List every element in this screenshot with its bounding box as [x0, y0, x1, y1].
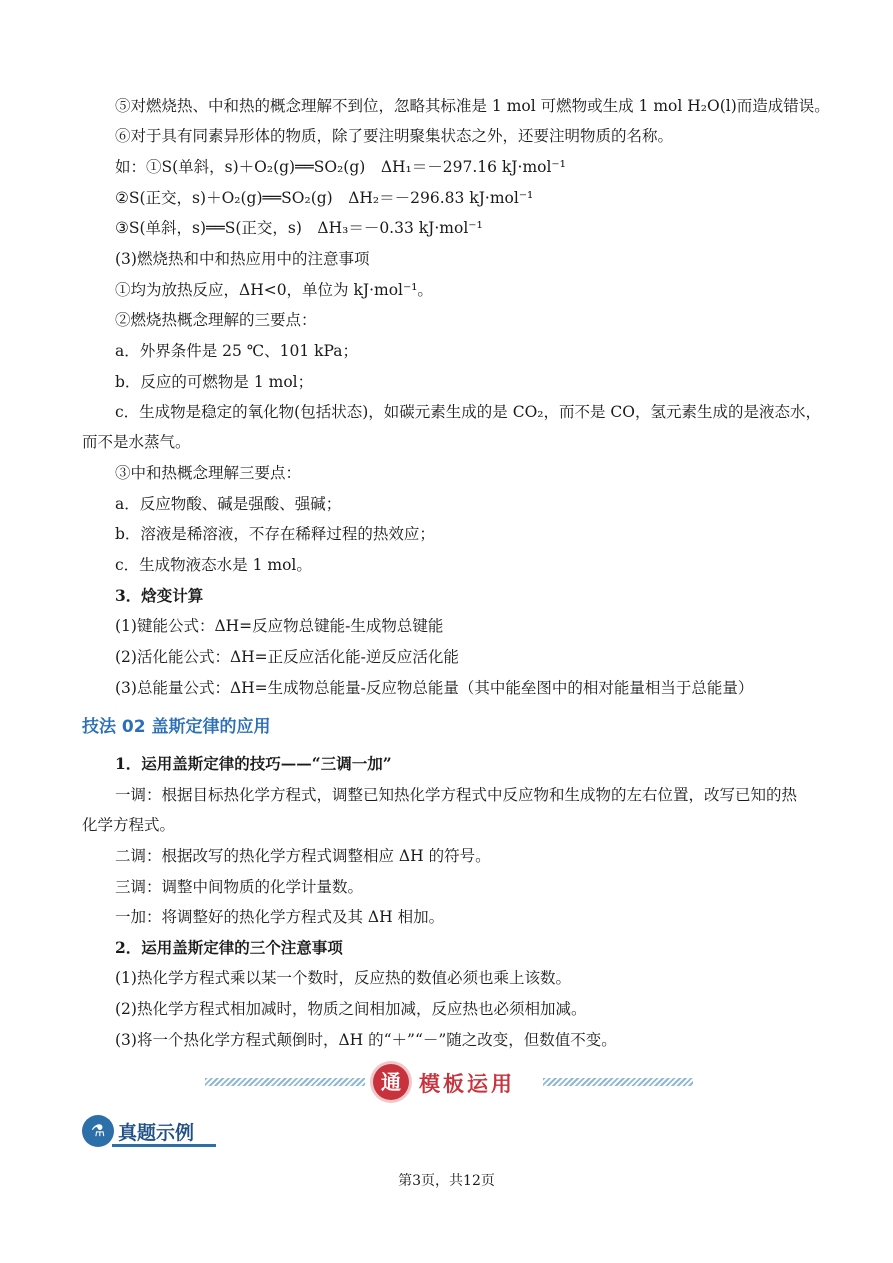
text-line: 三调：调整中间物质的化学计量数。: [115, 878, 364, 896]
text-line: b．反应的可燃物是 1 mol；: [115, 373, 314, 391]
text-line: (2)热化学方程式相加减时，物质之间相加减，反应热也必须相加减。: [115, 1000, 587, 1018]
flask-icon: ⚗: [82, 1115, 114, 1147]
text-line: c．生成物是稳定的氧化物(包括状态)，如碳元素生成的是 CO₂，而不是 CO，氢元素生成的是液态水，: [115, 403, 821, 421]
text-line: (3)将一个热化学方程式颠倒时，ΔH 的“＋”“－”随之改变，但数值不变。: [115, 1031, 617, 1049]
section-title: 技法 02 盖斯定律的应用: [82, 717, 271, 737]
tag-label: 真题示例: [118, 1122, 195, 1144]
text-line: ①均为放热反应，ΔH<0，单位为 kJ·mol⁻¹。: [115, 281, 433, 299]
text-line: 化学方程式。: [82, 816, 176, 834]
banner-title: 模板运用: [419, 1072, 515, 1096]
text-line: (1)键能公式：ΔH=反应物总键能-生成物总键能: [115, 617, 444, 635]
text-line: ⑥对于具有同素异形体的物质，除了要注明聚集状态之外，还要注明物质的名称。: [115, 127, 674, 145]
real-question-tag: [82, 1115, 218, 1147]
tag-underline: [112, 1144, 216, 1147]
banner-divider: [543, 1078, 693, 1086]
text-line: c．生成物液态水是 1 mol。: [115, 556, 312, 574]
text-line: (3)燃烧热和中和热应用中的注意事项: [115, 250, 370, 268]
badge-icon: 通: [373, 1064, 409, 1100]
page-footer: 第3页，共12页: [398, 1173, 495, 1189]
text-line: (2)活化能公式：ΔH=正反应活化能-逆反应活化能: [115, 648, 459, 666]
template-banner: [205, 1062, 693, 1102]
text-line: ⑤对燃烧热、中和热的概念理解不到位，忽略其标准是 1 mol 可燃物或生成 1 mol H₂O(l)而造成错误。: [115, 97, 830, 115]
text-line: ③中和热概念理解三要点：: [115, 464, 302, 482]
text-line: (3)总能量公式：ΔH=生成物总能量-反应物总能量（其中能垒图中的相对能量相当于总能量）: [115, 679, 754, 697]
text-line: 二调：根据改写的热化学方程式调整相应 ΔH 的符号。: [115, 847, 491, 865]
banner-divider: [205, 1078, 365, 1086]
subheading: 3．焓变计算: [115, 586, 204, 605]
text-line: ③S(单斜，s)══S(正交，s) ΔH₃＝－0.33 kJ·mol⁻¹: [115, 219, 483, 237]
text-line: ②S(正交，s)＋O₂(g)══SO₂(g) ΔH₂＝－296.83 kJ·mol⁻¹: [115, 189, 534, 207]
text-line: (1)热化学方程式乘以某一个数时，反应热的数值必须也乘上该数。: [115, 969, 571, 987]
text-line: 而不是水蒸气。: [82, 433, 191, 451]
text-line: 一加：将调整好的热化学方程式及其 ΔH 相加。: [115, 908, 445, 926]
text-line: 一调：根据目标热化学方程式，调整已知热化学方程式中反应物和生成物的左右位置，改写已知的热: [115, 786, 798, 804]
text-line: 如：①S(单斜，s)＋O₂(g)══SO₂(g) ΔH₁＝－297.16 kJ·mol⁻¹: [115, 158, 566, 176]
subheading: 2．运用盖斯定律的三个注意事项: [115, 938, 343, 957]
text-line: a．外界条件是 25 ℃、101 kPa；: [115, 342, 359, 360]
text-line: b．溶液是稀溶液，不存在稀释过程的热效应；: [115, 525, 435, 543]
text-line: ②燃烧热概念理解的三要点：: [115, 311, 317, 329]
subheading: 1．运用盖斯定律的技巧——“三调一加”: [115, 754, 392, 773]
text-line: a．反应物酸、碱是强酸、强碱；: [115, 495, 342, 513]
